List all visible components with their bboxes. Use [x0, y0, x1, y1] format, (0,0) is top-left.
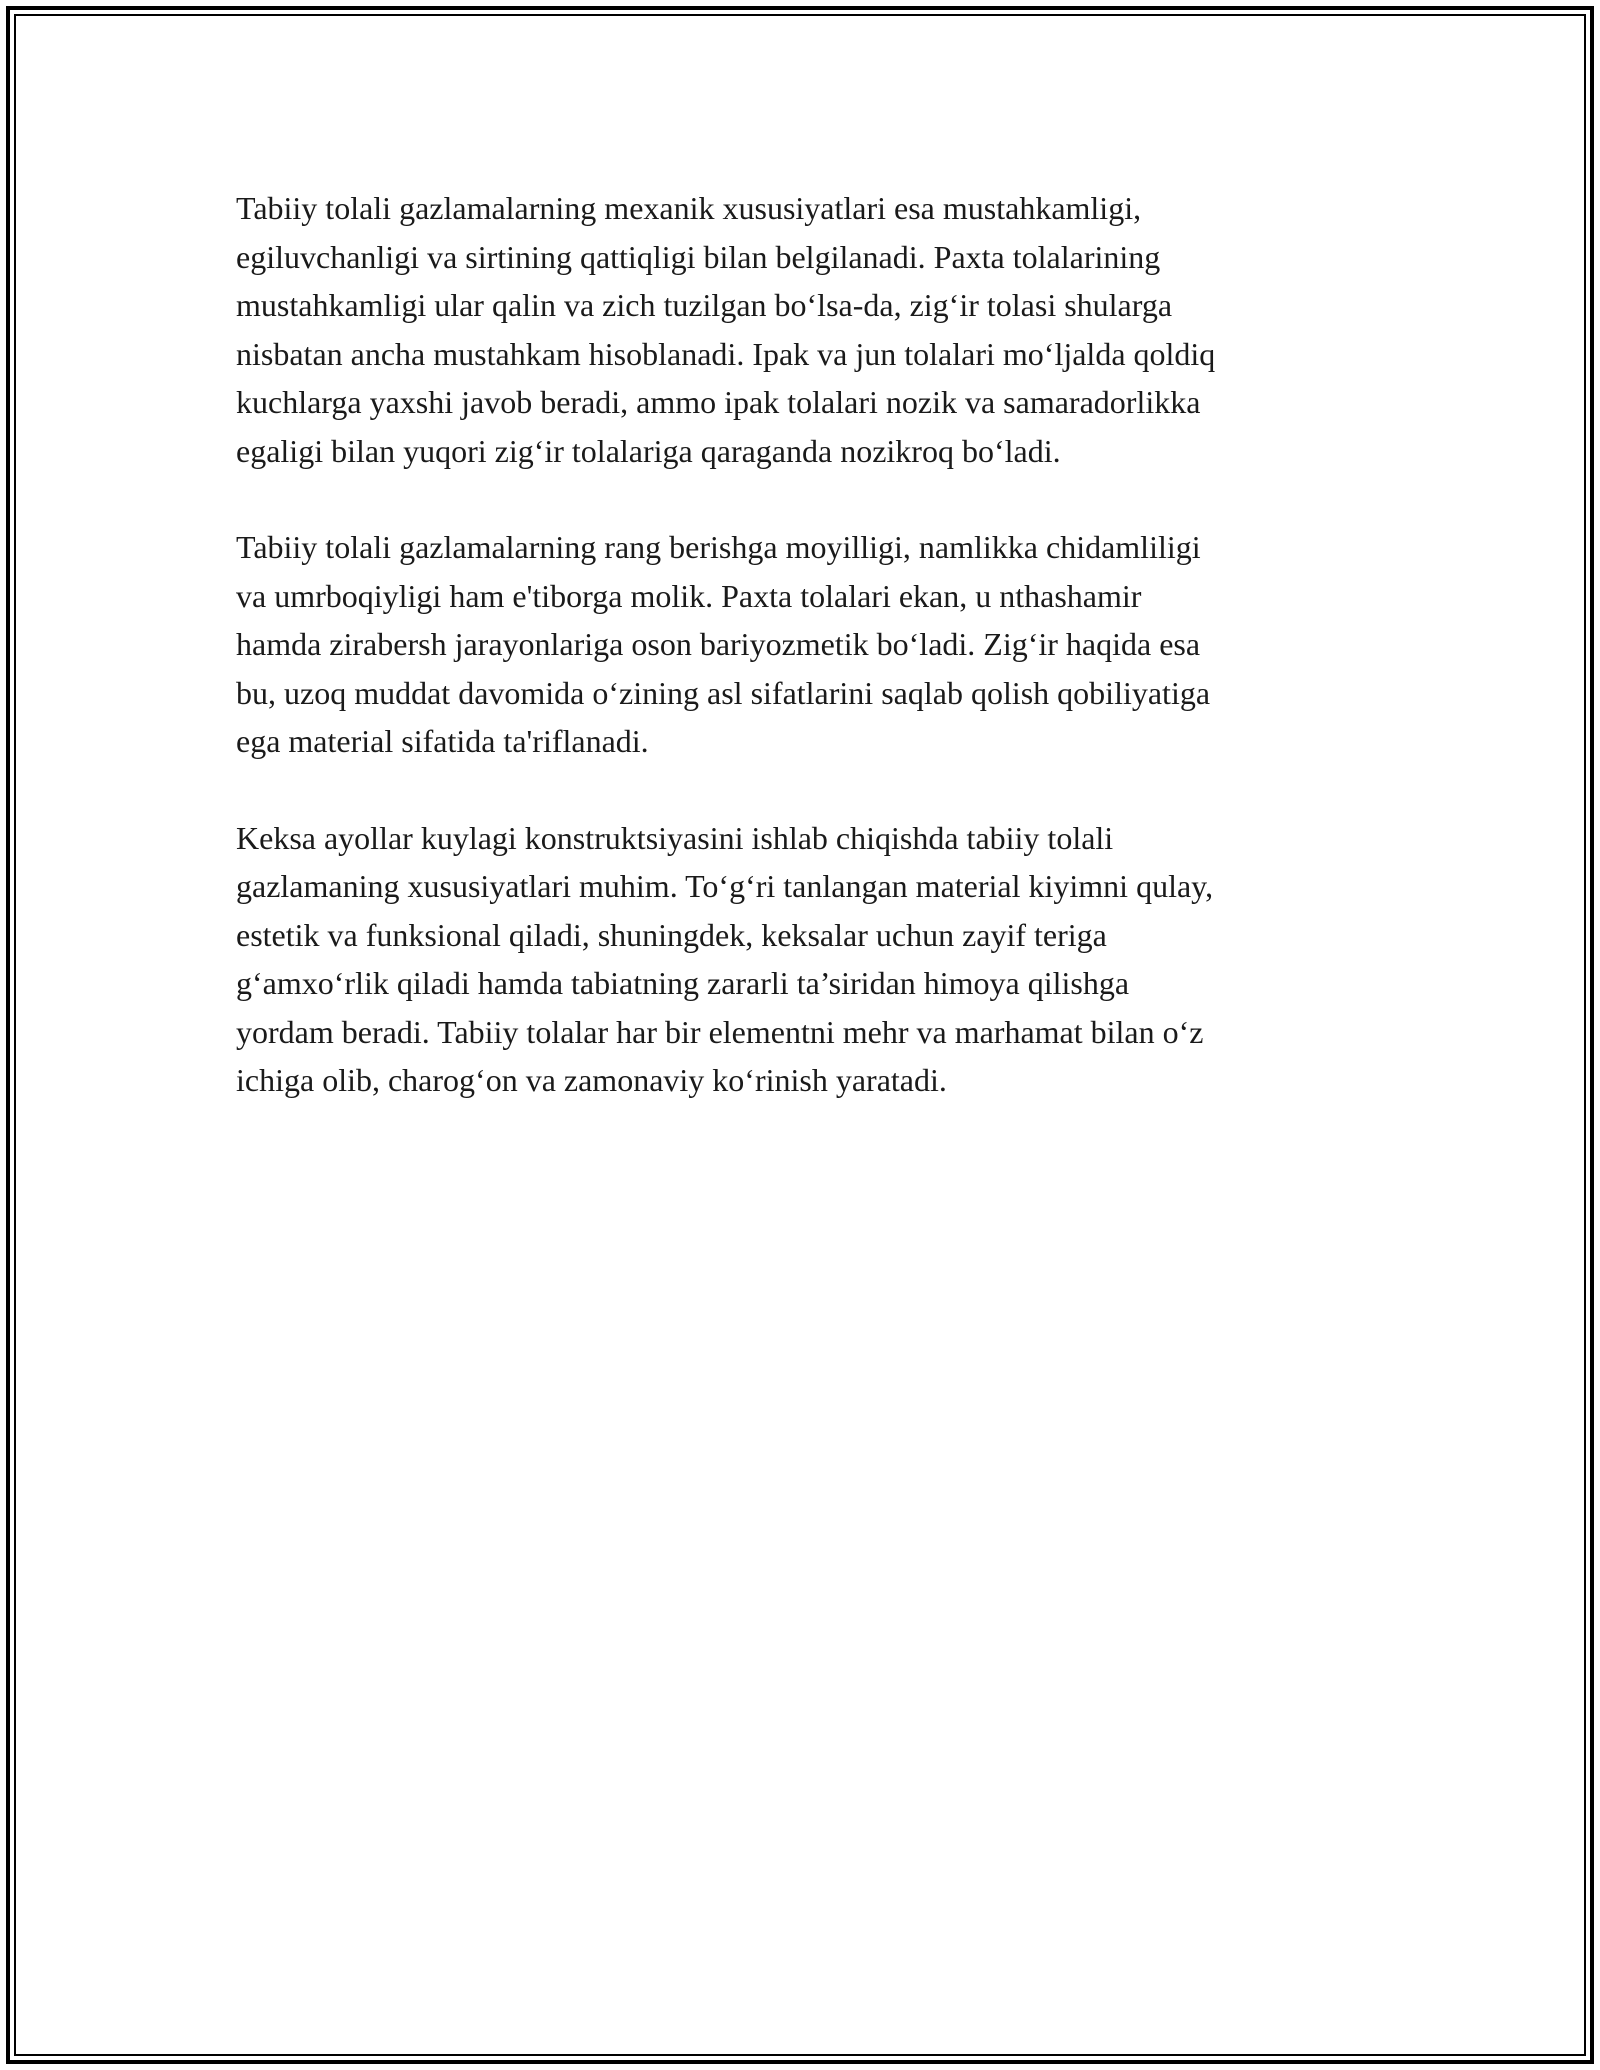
text-line: bu, uzoq muddat davomida o‘zining asl sifatlarini saqlab qolish qobiliyatiga — [236, 674, 1211, 711]
text-line: estetik va funksional qiladi, shuningdek, keksalar uchun zayif teriga — [236, 916, 1107, 953]
document-body — [236, 184, 1376, 1153]
paragraph-1 — [236, 184, 1376, 475]
text-line: g‘amxo‘rlik qiladi hamda tabiatning zararli ta’siridan himoya qilishga — [236, 965, 1130, 1001]
text-line: gazlamaning xususiyatlari muhim. To‘g‘ri tanlangan material kiyimni qulay, — [236, 868, 1214, 904]
paragraph-3 — [236, 814, 1376, 1105]
text-line: egiluvchanligi va sirtining qattiqligi bilan belgilanadi. Paxta tolalarining — [236, 238, 1161, 275]
text-line: Tabiiy tolali gazlamalarning rang berishga moyilligi, namlikka chidamliligi — [236, 529, 1201, 565]
text-line: mustahkamligi ular qalin va zich tuzilgan bo‘lsa-da, zig‘ir tolasi shularga — [236, 287, 1173, 323]
text-line: Tabiiy tolali gazlamalarning mexanik xususiyatlari esa mustahkamligi, — [236, 190, 1142, 226]
paragraph-2 — [236, 523, 1376, 766]
text-line: ega material sifatida ta'riflanadi. — [236, 723, 649, 759]
text-line: yordam beradi. Tabiiy tolalar har bir elementni mehr va marhamat bilan o‘z — [236, 1013, 1204, 1050]
text-line: hamda zirabersh jarayonlariga oson bariyozmetik bo‘ladi. Zig‘ir haqida esa — [236, 626, 1201, 662]
text-line: Keksa ayollar kuylagi konstruktsiyasini ishlab chiqishda tabiiy tolali — [236, 819, 1114, 856]
text-line: va umrboqiyligi ham e'tiborga molik. Paxta tolalari ekan, u nthashamir — [236, 577, 1142, 614]
text-line: egaligi bilan yuqori zig‘ir tolalariga qaraganda nozikroq bo‘ladi. — [236, 432, 1061, 469]
text-line: ichiga olib, charog‘on va zamonaviy ko‘rinish yaratadi. — [236, 1062, 947, 1098]
text-line: nisbatan ancha mustahkam hisoblanadi. Ipak va jun tolalari mo‘ljalda qoldiq — [236, 335, 1216, 372]
text-line: kuchlarga yaxshi javob beradi, ammo ipak tolalari nozik va samaradorlikka — [236, 384, 1201, 420]
